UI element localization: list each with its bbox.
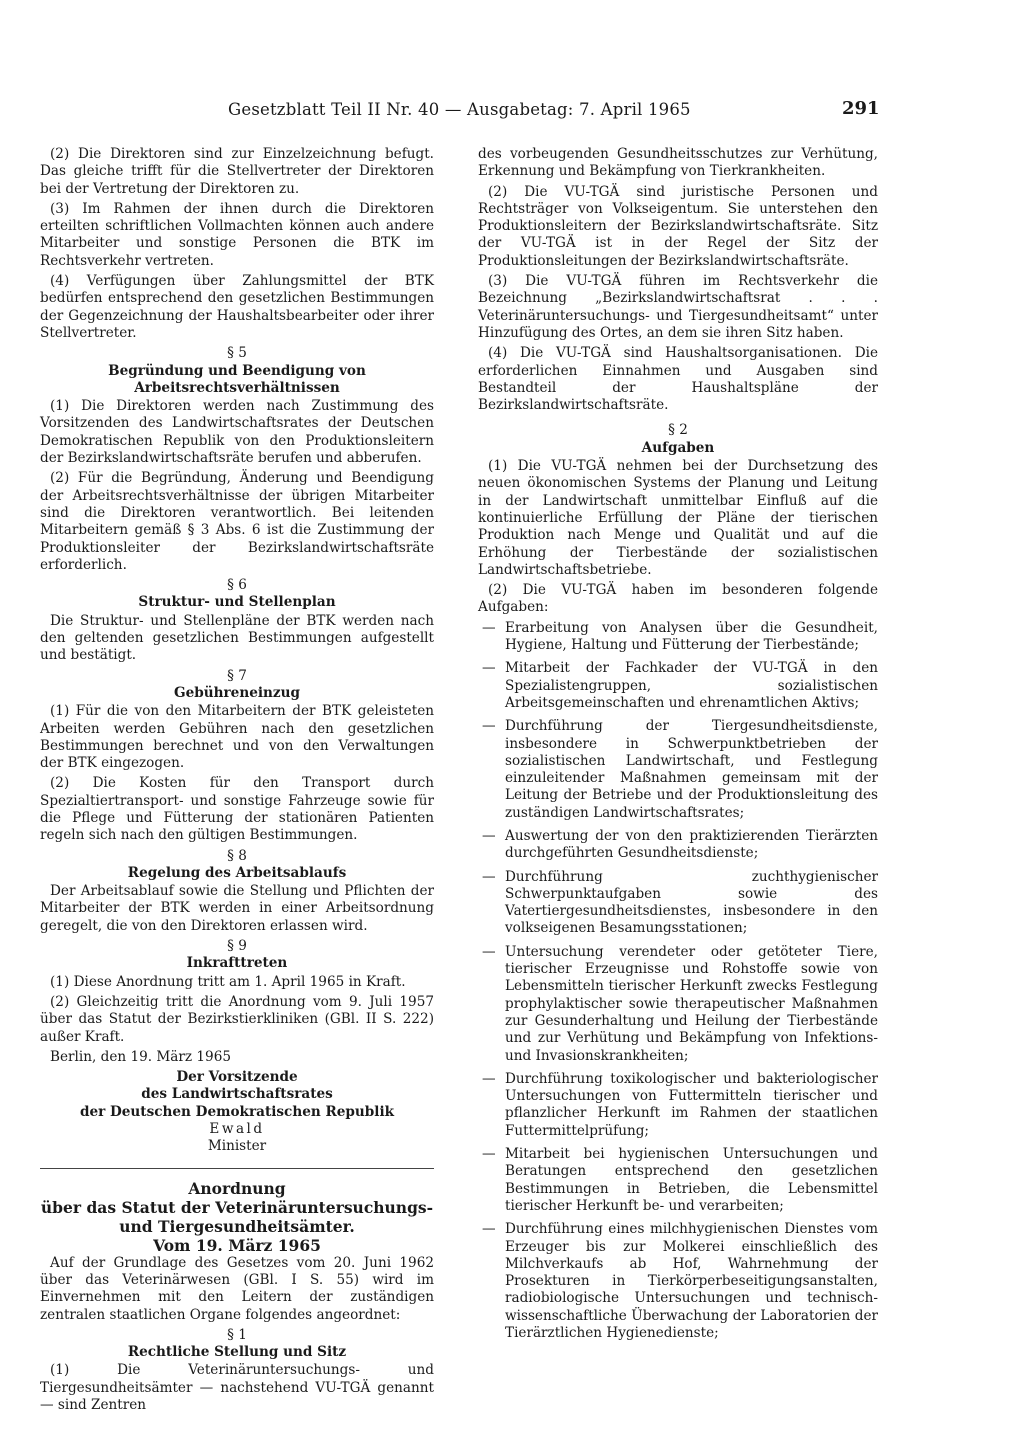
- dash-bullet: —: [482, 827, 496, 844]
- paragraph: (3) Im Rahmen der ihnen durch die Direktoren erteilten schriftlichen Vollmachten können auch andere Mitarbeiter und sonstige Personen die BTK im Rechtsverkehr vertreten.: [40, 200, 434, 269]
- section-number: § 1: [227, 1326, 247, 1343]
- paragraph: (2) Die VU-TGÄ sind juristische Personen und Rechtsträger von Volkseigentum. Sie unterstehen den Produktionsleitern der Bezirkslandwirtschaftsräte. Sitz der VU-TGÄ ist in der Regel der Sitz der Produktionsleitungen der Bezirkslandwirtschaftsräte.: [478, 183, 878, 269]
- section-heading: Inkrafttreten: [186, 955, 288, 972]
- right-column: [478, 146, 878, 1348]
- section-heading: Gebühreneinzug: [173, 684, 301, 701]
- dash-bullet: —: [482, 868, 496, 885]
- section-heading: Aufgaben: [641, 439, 715, 456]
- list-item-text: Mitarbeit der Fachkader der VU-TGÄ in den Spezialistengruppen, sozialistischen Arbeitsgemeinschaften und ehrenamtlichen Aktivs;: [505, 660, 878, 711]
- page-number: 291: [842, 98, 880, 119]
- paragraph: (1) Für die von den Mitarbeitern der BTK geleisteten Arbeiten werden Gebühren nach den gesetzlichen Bestimmungen berechnet und von den Verwaltungen der BTK eingezogen.: [40, 703, 434, 772]
- list-item-text: Mitarbeit bei hygienischen Untersuchungen und Beratungen entsprechend den gesetzlichen Bestimmungen in Betrieben, die Lebensmittel tierischer Herkunft be- und verarbeiten;: [505, 1146, 878, 1214]
- signature-line: Der Vorsitzende: [176, 1069, 298, 1086]
- paragraph: Auf der Grundlage des Gesetzes vom 20. Juni 1962 über das Veterinärwesen (GBl. I S. 55) wird im Einvernehmen mit den Leitern der zuständigen zentralen staatlichen Organe folgendes angeordnet:: [40, 1254, 434, 1323]
- list-item: [478, 1071, 878, 1140]
- paragraph: (4) Verfügungen über Zahlungsmittel der BTK bedürfen entsprechend den gesetzlichen Bestimmungen der Gegenzeichnung der Haushaltsbearbeiter oder ihrer Stellvertreter.: [40, 273, 434, 341]
- section-number: § 8: [227, 847, 247, 864]
- paragraph: (2) Die VU-TGÄ haben im besonderen folgende Aufgaben:: [478, 582, 878, 616]
- paragraph: (1) Die Veterinäruntersuchungs- und Tiergesundheitsämter — nachstehend VU-TGÄ genannt — sind Zentren: [40, 1362, 434, 1413]
- list-item-text: Durchführung zuchthygienischer Schwerpunktaufgaben sowie des Vatertiergesundheitsdienstes, insbesondere in den volkseigenen Besamungsstationen;: [505, 868, 878, 937]
- paragraph: (2) Gleichzeitig tritt die Anordnung vom 9. Juli 1957 über das Statut der Bezirkstierkliniken (GBl. II S. 222) außer Kraft.: [40, 993, 434, 1045]
- list-item-text: Durchführung der Tiergesundheitsdienste, insbesondere in Schwerpunktbetrieben der sozialistischen Landwirtschaft, und Festlegung einzuleitender Maßnahmen gemeinsam mit der Leitung der Betriebe und der Produktionsleitung des zuständigen Landwirtschaftsrates;: [505, 718, 878, 821]
- page-header: [0, 100, 1024, 132]
- document-subtitle: über das Statut der Veterinäruntersuchungs- und Tiergesundheitsämter.: [40, 1197, 434, 1236]
- section-heading: Regelung des Arbeitsablaufs: [127, 864, 347, 881]
- paragraph: (2) Die Kosten für den Transport durch Spezialtiertransport- und sonstige Fahrzeuge sowie für die Pflege und Fütterung der stationären Patienten regeln sich nach den gültigen Bestimmungen.: [40, 775, 434, 844]
- dash-bullet: —: [482, 619, 496, 636]
- document-date: Vom 19. März 1965: [153, 1235, 321, 1255]
- paragraph: des vorbeugenden Gesundheitsschutzes zur Verhütung, Erkennung und Bekämpfung von Tierkrankheiten.: [478, 146, 878, 180]
- section-number: § 2: [668, 422, 688, 439]
- dash-bullet: —: [482, 1221, 496, 1238]
- list-item-text: Auswertung der von den praktizierenden Tierärzten durchgeführten Gesundheitsdienste;: [505, 827, 878, 862]
- list-item-text: Durchführung toxikologischer und bakteriologischer Untersuchungen von Futtermitteln tierischer und pflanzlicher Herkunft im Rahmen der staatlichen Futtermittelprüfung;: [505, 1070, 878, 1139]
- dash-bullet: —: [482, 660, 496, 677]
- section-heading: Rechtliche Stellung und Sitz: [127, 1344, 347, 1361]
- section-heading: Begründung und Beendigung von Arbeitsrechtsverhältnissen: [108, 362, 366, 396]
- list-item: [478, 944, 878, 1065]
- section-number: § 7: [227, 667, 247, 684]
- list-item: [478, 718, 878, 822]
- paragraph: (1) Diese Anordnung tritt am 1. April 1965 in Kraft.: [50, 973, 406, 990]
- paragraph: (1) Die VU-TGÄ nehmen bei der Durchsetzung des neuen ökonomischen Systems der Planung und Leitung in der Landwirtschaft unmittelbar Einfluß auf die kontinuierliche Erfüllung der Pläne der tierischen Produktion nach Menge und Qualität und auf die Erhöhung der Tierbestände der sozialistischen Landwirtschaftsbetriebe.: [478, 458, 878, 578]
- left-column: [40, 146, 434, 1417]
- list-item: [478, 620, 878, 655]
- signature-line: des Landwirtschaftsrates: [141, 1086, 333, 1103]
- list-item-text: Erarbeitung von Analysen über die Gesundheit, Hygiene, Haltung und Fütterung der Tierbestände;: [505, 619, 878, 654]
- list-item-text: Durchführung eines milchhygienischen Dienstes vom Erzeuger bis zur Molkerei einschließlich des Milchverkaufs ab Hof, Wahrnehmung der Prosekturen in Tierkörperbeseitigungsanstalten, radiobiologische Untersuchungen und technisch-wissenschaftliche Überwachung der Laboratorien der Tierärztlichen Hygienedienste;: [505, 1221, 878, 1341]
- list-item: [478, 828, 878, 863]
- section-number: § 6: [227, 577, 247, 594]
- paragraph: (1) Die Direktoren werden nach Zustimmung des Vorsitzenden des Landwirtschaftsrates der Deutschen Demokratischen Republik von den Produktionsleitern der Bezirkslandwirtschaftsräte berufen und abberufen.: [40, 398, 434, 467]
- place-date: Berlin, den 19. März 1965: [50, 1048, 231, 1065]
- signature-line: der Deutschen Demokratischen Republik: [79, 1103, 395, 1120]
- paragraph: (2) Die Direktoren sind zur Einzelzeichnung befugt. Das gleiche trifft für die Stellvertreter der Direktoren bei der Vertretung der Direktoren zu.: [40, 146, 434, 197]
- dash-bullet: —: [482, 718, 496, 735]
- signatory-name: Ewald: [209, 1121, 265, 1138]
- divider: [40, 1168, 434, 1169]
- task-list: [478, 620, 878, 1343]
- paragraph: (4) Die VU-TGÄ sind Haushaltsorganisationen. Die erforderlichen Einnahmen und Ausgaben sind Bestandteil der Haushaltspläne der Bezirkslandwirtschaftsräte.: [478, 345, 878, 414]
- paragraph: Der Arbeitsablauf sowie die Stellung und Pflichten der Mitarbeiter der BTK werden in einer Arbeitsordnung geregelt, die von den Direktoren erlassen wird.: [40, 883, 434, 934]
- paragraph: (3) Die VU-TGÄ führen im Rechtsverkehr die Bezeichnung „Bezirkslandwirtschaftsrat . . . Veterinäruntersuchungs- und Tiergesundheitsamt“ unter Hinzufügung des Ortes, an dem sie ihren Sitz haben.: [478, 273, 878, 341]
- section-number: § 5: [227, 345, 247, 362]
- paragraph: (2) Für die Begründung, Änderung und Beendigung der Arbeitsrechtsverhältnisse der übrigen Mitarbeiter sind die Direktoren verantwortlich. Bei leitenden Mitarbeitern gemäß § 3 Abs. 6 ist die Zustimmung der Produktionsleiter der Bezirkslandwirtschaftsräte erforderlich.: [40, 470, 434, 573]
- list-item: [478, 1221, 878, 1342]
- paragraph: Die Struktur- und Stellenpläne der BTK werden nach den geltenden gesetzlichen Bestimmungen aufgestellt und bestätigt.: [40, 612, 434, 664]
- dash-bullet: —: [482, 1146, 496, 1163]
- section-heading: Struktur- und Stellenplan: [138, 594, 336, 611]
- list-item: [478, 869, 878, 938]
- signatory-role: Minister: [207, 1138, 267, 1155]
- list-item: [478, 660, 878, 712]
- section-number: § 9: [227, 938, 247, 955]
- dash-bullet: —: [482, 943, 496, 960]
- document-title: Anordnung: [188, 1178, 286, 1198]
- dash-bullet: —: [482, 1070, 496, 1087]
- list-item: [478, 1146, 878, 1215]
- header-title: Gesetzblatt Teil II Nr. 40 — Ausgabetag: 7. April 1965: [228, 100, 691, 119]
- list-item-text: Untersuchung verendeter oder getöteter Tiere, tierischer Erzeugnisse und Rohstoffe sowie von Lebensmitteln tierischer Herkunft zwecks Festlegung prophylaktischer sowie therapeutischer Maßnahmen zur Gesunderhaltung und Heilung der Tierbestände und zur Verhütung und Bekämpfung von Infektions- und Invasionskrankheiten;: [505, 943, 878, 1064]
